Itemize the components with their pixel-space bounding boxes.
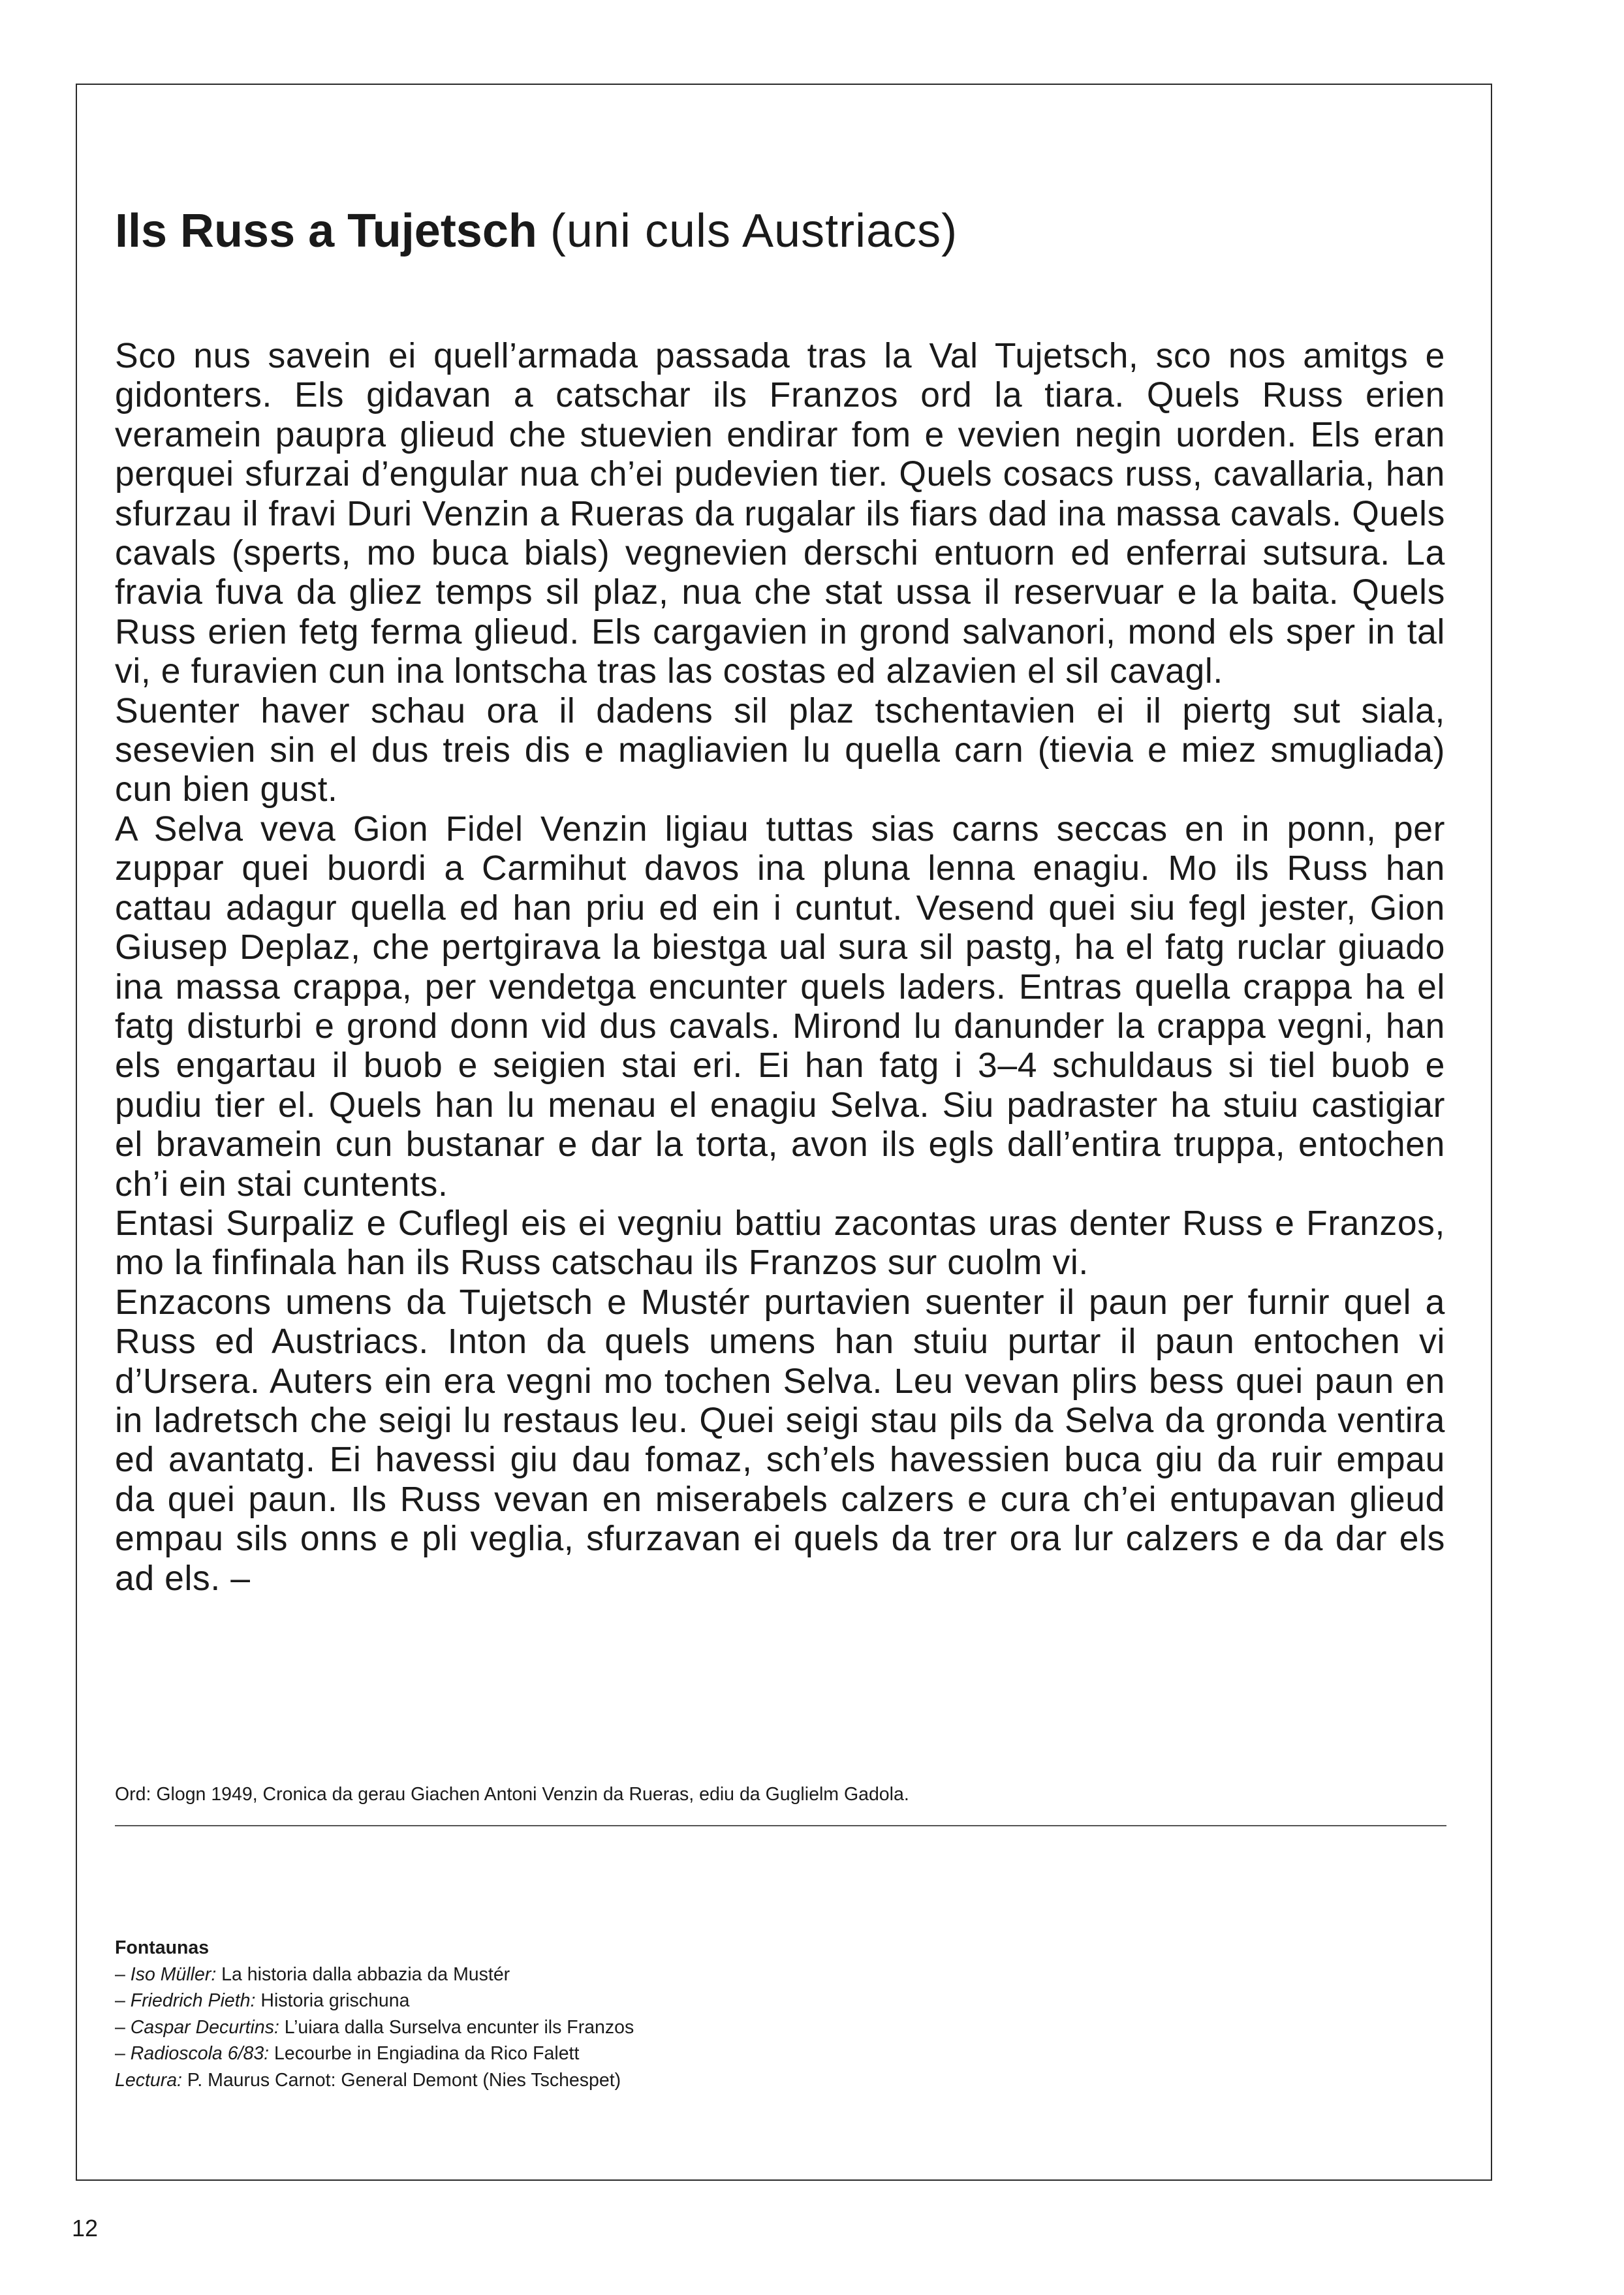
reading-work: P. Maurus Carnot: General Demont (Nies Tschespet) — [181, 2069, 621, 2091]
sources-block — [115, 1935, 634, 2093]
sources-heading: Fontaunas — [115, 1937, 210, 1958]
source-work: Historia grischuna — [255, 1990, 410, 2011]
divider-line — [115, 1825, 1446, 1826]
paragraph-1: Sco nus savein ei quell’armada passada tras la Val Tujetsch, sco nos amitgs e gidonters. Els gidavan a catschar ils Franzos ord la tiara. Quels Russ erien veramein paupra glieud che stuevien endirar fom e vevien negin uorden. Els eran perquei sfurzai d’engular nua ch’ei pudevien tier. Quels cosacs russ, cavallaria, han sfurzau il fravi Duri Venzin a Rueras da rugalar ils fiars dad ina massa cavals. Quels cavals (sperts, mo buca bials) vegnevien derschi entuorn ed enferrai sutsura. La fravia fuva da gliez temps sil plaz, nua che stat ussa il reservuar e la baita. Quels Russ erien fetg ferma glieud. Els cargavien in grond salvanori, mond els sper in tal vi, e furavien cun ina lontscha tras las costas ed alzavien el sil cavagl. — [115, 337, 1445, 691]
paragraph-4: Entasi Surpaliz e Cuflegl eis ei vegniu battiu zacontas uras denter Russ e Franzos, mo la finfinala han ils Russ catschau ils Franzos sur cuolm vi. — [115, 1204, 1445, 1283]
source-item: – Caspar Decurtins: L’uiara dalla Surselva encunter ils Franzos — [115, 2016, 634, 2038]
source-work: La historia dalla abbazia da Mustér — [216, 1963, 510, 1985]
source-item: – Friedrich Pieth: Historia grischuna — [115, 1990, 410, 2011]
paragraph-3: A Selva veva Gion Fidel Venzin ligiau tuttas sias carns seccas en in ponn, per zuppar quei buordi a Carmihut davos ina pluna lenna enagiu. Mo ils Russ han cattau adagur quella ed han priu ed ein i cuntut. Vesend quei siu fegl jester, Gion Giusep Deplaz, che pertgirava la biestga ual sura sil pastg, ha el fatg ruclar giuado ina massa crappa, per vendetga encunter quels laders. Entras quella crappa ha el fatg disturbi e grond donn vid dus cavals. Mirond lu danunder la crappa vegni, han els engartau il buob e seigien stai eri. Ei han fatg i 3–4 schuldaus si tiel buob e pudiu tier el. Quels han lu menau el enagiu Selva. Siu padraster ha stuiu castigiar el bravamein cun bustanar e dar la torta, avon ils egls dall’entira truppa, entochen ch’i ein stai cuntents. — [115, 809, 1445, 1204]
paragraph-2: Suenter haver schau ora il dadens sil plaz tschentavien ei il piertg sut siala, sesevien sin el dus treis dis e magliavien lu quella carn (tievia e miez smugliada) cun bien gust. — [115, 691, 1445, 809]
source-author: Friedrich Pieth: — [130, 1990, 256, 2011]
article-body — [115, 337, 1445, 1599]
paragraph-5: Enzacons umens da Tujetsch e Mustér purtavien suenter il paun per furnir quel a Russ ed Austriacs. Inton da quels umens han stuiu purtar il paun entochen vi d’Ursera. Auters ein era vegni mo tochen Selva. Leu vevan plirs bess quei paun en in ladretsch che seigi lu restaus leu. Quei seigi stau pils da Selva da gronda ventira ed avantatg. Ei havessi giu dau fomaz, sch’els havessien buca giu da ruir empau da quei paun. Ils Russ vevan en miserabels calzers e cura ch’ei entupavan glieud empau sils onns e pli veglia, sfurzavan ei quels da trer ora lur calzers e da dar els ad els. – — [115, 1283, 1445, 1598]
source-author: Iso Müller: — [130, 1963, 217, 1985]
article-title — [115, 205, 958, 257]
page-number: 12 — [72, 2215, 99, 2241]
article-title-bold: Ils Russ a Tujetsch — [115, 205, 537, 257]
source-item: – Iso Müller: La historia dalla abbazia da Mustér — [115, 1963, 510, 1985]
reading-item — [115, 2067, 634, 2094]
article-title-subtitle: (uni culs Austriacs) — [550, 205, 958, 257]
source-note: Ord: Glogn 1949, Cronica da gerau Giachen Antoni Venzin da Rueras, ediu da Guglielm Gadola. — [115, 1784, 909, 1805]
source-work: Lecourbe in Engiadina da Rico Falett — [269, 2043, 580, 2064]
source-author: Radioscola 6/83: — [130, 2043, 270, 2064]
reading-label: Lectura: — [115, 2069, 182, 2091]
source-work: L’uiara dalla Surselva encunter ils Franzos — [279, 2016, 634, 2038]
source-item: – Radioscola 6/83: Lecourbe in Engiadina da Rico Falett — [115, 2043, 580, 2064]
source-author: Caspar Decurtins: — [130, 2016, 279, 2038]
